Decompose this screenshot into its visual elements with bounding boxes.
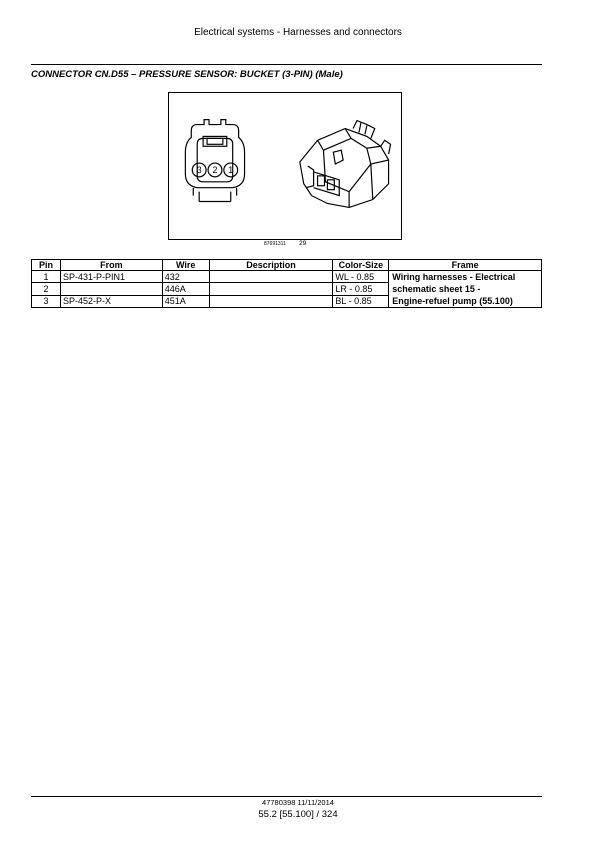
frame-line: Wiring harnesses - Electrical: [392, 272, 516, 282]
footer-document-id: 47780398 11/11/2014: [262, 798, 334, 807]
figure-number: 29: [299, 240, 307, 247]
connector-figure: [168, 92, 402, 240]
col-header-description: Description: [209, 260, 333, 271]
pin-label-3: 3: [196, 164, 202, 175]
cell-pin: 1: [32, 271, 61, 283]
cell-description: [209, 283, 333, 295]
figure-caption-code: 87691311: [264, 241, 286, 247]
cell-from: [60, 283, 162, 295]
cell-wire: 432: [162, 271, 209, 283]
cell-description: [209, 271, 333, 283]
frame-line: Engine-refuel pump (55.100): [392, 296, 513, 306]
cell-pin: 2: [32, 283, 61, 295]
pin-label-2: 2: [212, 164, 218, 175]
cell-color-size: BL - 0.85: [333, 295, 389, 307]
header-rule: [31, 64, 542, 65]
col-header-from: From: [60, 260, 162, 271]
footer-rule: [31, 796, 542, 797]
cell-wire: 451A: [162, 295, 209, 307]
cell-from: SP-431-P-PIN1: [60, 271, 162, 283]
section-title: CONNECTOR CN.D55 – PRESSURE SENSOR: BUCKET (3-PIN) (Male): [31, 69, 343, 80]
footer-page-number: 55.2 [55.100] / 324: [258, 809, 338, 820]
page-header-title: Electrical systems - Harnesses and connectors: [194, 27, 402, 38]
col-header-color-size: Color-Size: [333, 260, 389, 271]
cell-description: [209, 295, 333, 307]
connector-illustration: [169, 93, 401, 239]
cell-frame: [389, 271, 542, 308]
pin-label-1: 1: [228, 164, 234, 175]
table-row: [32, 271, 542, 283]
col-header-wire: Wire: [162, 260, 209, 271]
col-header-pin: Pin: [32, 260, 61, 271]
frame-line: schematic sheet 15 -: [392, 284, 481, 294]
cell-from: SP-452-P-X: [60, 295, 162, 307]
connector-pin-table: [31, 259, 542, 308]
col-header-frame: Frame: [389, 260, 542, 271]
cell-wire: 446A: [162, 283, 209, 295]
cell-pin: 3: [32, 295, 61, 307]
cell-color-size: LR - 0.85: [333, 283, 389, 295]
table-header-row: [32, 260, 542, 271]
cell-color-size: WL - 0.85: [333, 271, 389, 283]
